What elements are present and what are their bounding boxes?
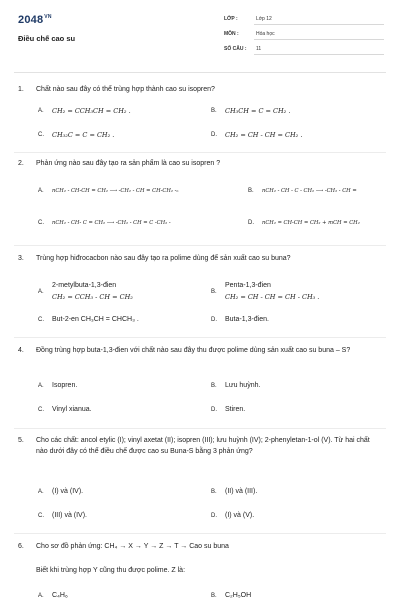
meta-key: LỚP : xyxy=(224,16,238,22)
option-text: (II) và (III). xyxy=(225,488,258,495)
option-letter: C. xyxy=(38,317,44,323)
option-letter: C. xyxy=(38,132,44,138)
question-divider xyxy=(14,152,386,153)
question-6 xyxy=(18,541,386,600)
option-letter: B. xyxy=(211,108,217,114)
question-stem: Cho sơ đồ phản ứng: CH₄ → X → Y → Z → T → Cao su buna xyxy=(36,543,229,550)
question-number: 3. xyxy=(18,255,24,262)
question-divider xyxy=(14,533,386,534)
option-text: CH₂ = CCH₃CH = CH₂ . xyxy=(52,107,131,115)
document-title: Điều chế cao su xyxy=(18,34,76,43)
question-number: 6. xyxy=(18,543,24,550)
option-a[interactable] xyxy=(38,281,198,303)
meta-value: Hóa học xyxy=(256,31,275,37)
question-divider xyxy=(14,337,386,338)
meta-underline xyxy=(254,54,384,55)
brand-logo xyxy=(18,14,52,26)
question-2 xyxy=(18,158,386,238)
question-number: 4. xyxy=(18,347,24,354)
meta-underline xyxy=(254,39,384,40)
option-letter: A. xyxy=(38,489,44,495)
question-divider xyxy=(14,245,386,246)
option-letter: A. xyxy=(38,188,44,194)
option-letter: C. xyxy=(38,220,44,226)
option-text: CH₃₂C = C = CH₂ . xyxy=(52,131,115,139)
brand-name: 2048 xyxy=(18,14,44,26)
option-text: Stiren. xyxy=(225,406,246,413)
question-stem-continued: Biết khi trùng hợp Y cũng thu được polime. Z là: xyxy=(36,567,186,574)
option-text: Isopren. xyxy=(52,382,78,389)
option-text: Buta-1,3-đien. xyxy=(225,316,269,323)
option-text: Penta-1,3-đien xyxy=(225,282,271,289)
question-divider xyxy=(14,428,386,429)
option-letter: C. xyxy=(38,513,44,519)
question-5 xyxy=(18,435,386,530)
option-letter: C. xyxy=(38,407,44,413)
option-letter: D. xyxy=(211,317,217,323)
option-text: Lưu huỳnh. xyxy=(225,382,261,389)
meta-value: 11 xyxy=(256,46,262,52)
option-text: 2-metylbuta-1,3-đien xyxy=(52,282,117,289)
question-number: 2. xyxy=(18,160,24,167)
meta-class xyxy=(224,16,384,26)
option-letter: B. xyxy=(211,593,217,599)
option-text: nCH₂ - CH- C = CH₂ ⟶ -CH₂ - CH = C -CH₂ - xyxy=(52,220,171,226)
option-text: Vinyl xianua. xyxy=(52,406,92,413)
option-formula: CH₂ = CH - CH = CH - CH₃ . xyxy=(225,293,320,301)
option-letter: A. xyxy=(38,383,44,389)
option-text: (III) và (IV). xyxy=(52,512,87,519)
option-formula: CH₂ = CCH₃ - CH = CH₂ xyxy=(52,293,133,301)
question-3 xyxy=(18,253,386,333)
option-text: C₂H₅OH xyxy=(225,592,252,599)
question-stem: Chất nào sau đây có thể trùng hợp thành cao su isopren? xyxy=(36,86,215,93)
option-text: nCH₂ - CH-CH = CH₂ ⟶ -CH₂ - CH = CH-CH₂ -ₙ xyxy=(52,188,179,194)
question-stem: Trùng hợp hiđrocacbon nào sau đây tạo ra polime dùng để sản xuất cao su buna? xyxy=(36,255,291,262)
option-b[interactable] xyxy=(211,281,386,303)
option-letter: B. xyxy=(248,188,254,194)
header-divider xyxy=(14,72,386,73)
meta-underline xyxy=(254,24,384,25)
question-number: 5. xyxy=(18,437,24,444)
option-letter: B. xyxy=(211,489,217,495)
meta-value: Lớp 12 xyxy=(256,16,272,22)
option-text: nCH₂ - CH - C - CH₂ ⟶ -CH₂ - CH = xyxy=(262,188,357,194)
page-header xyxy=(0,0,400,72)
question-4 xyxy=(18,345,386,425)
option-letter: D. xyxy=(211,513,217,519)
option-letter: A. xyxy=(38,108,44,114)
option-letter: A. xyxy=(38,289,44,295)
question-number: 1. xyxy=(18,86,24,93)
option-text: nCH₂ = CH-CH = CH₂ + mCH = CH₂ xyxy=(262,220,360,226)
question-stem: Cho các chất: ancol etylic (I); vinyl axetat (II); isopren (III); lưu huỳnh (IV); 2-phenyletan-1-ol (V). Từ hai chất nào dưới đây có thể điều chế được cao su Buna-S bằng 3 phản ứng? xyxy=(36,437,370,455)
option-letter: D. xyxy=(248,220,254,226)
question-stem: Đồng trùng hợp buta-1,3-đien với chất nào sau đây thu được polime dùng sản xuất cao su buna – S? xyxy=(36,347,351,354)
option-text: But-2-en CH₃CH = CHCH₃ . xyxy=(52,316,139,323)
option-text: (I) và (V). xyxy=(225,512,255,519)
option-text: (I) và (IV). xyxy=(52,488,84,495)
brand-suffix: VN xyxy=(44,14,52,21)
meta-subject xyxy=(224,31,384,41)
option-letter: B. xyxy=(211,289,217,295)
option-text: C₄H₆ xyxy=(52,592,68,599)
question-1 xyxy=(18,84,386,154)
meta-count xyxy=(224,46,384,56)
option-letter: B. xyxy=(211,383,217,389)
meta-key: SỐ CÂU : xyxy=(224,46,247,52)
option-letter: D. xyxy=(211,407,217,413)
option-letter: D. xyxy=(211,132,217,138)
option-letter: A. xyxy=(38,593,44,599)
meta-key: MÔN : xyxy=(224,31,239,37)
option-text: CH₂ = CH - CH = CH₂ . xyxy=(225,131,303,139)
option-text: CH₃CH = C = CH₂ . xyxy=(225,107,291,115)
question-stem: Phản ứng nào sau đây tạo ra sản phẩm là cao su isopren ? xyxy=(36,160,221,167)
